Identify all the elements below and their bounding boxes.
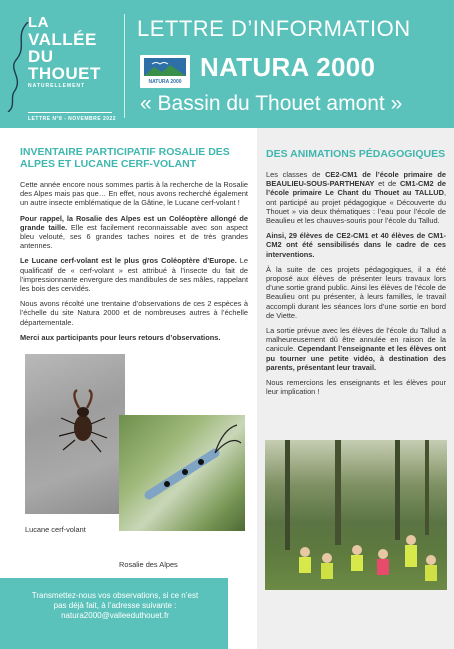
paragraph: Ainsi, 29 élèves de CE2-CM1 et 40 élèves de CM1-CM2 ont été sensibilisés dans le cadre de ces interventions. [266, 231, 446, 259]
photo-lucane-cerf-volant [25, 354, 125, 514]
paragraph: Nous remercions les enseignants et les élèves pour leur implication ! [266, 378, 446, 397]
site-subtitle: « Bassin du Thouet amont » [140, 92, 403, 115]
logo-vallee-du-thouet [28, 14, 128, 89]
stag-beetle-icon [25, 354, 125, 514]
paragraph: À la suite de ces projets pédagogiques, il a été proposé aux élèves de présenter leurs travaux lors d’une sortie grand public. Ainsi les élèves de l’école de Beaulieu ont pu présenter, à leurs familles, le travail accompli durant les séances lors d’une sortie en bord de Viette. [266, 264, 446, 320]
text: Les classes de [266, 170, 326, 179]
section-title-inventaire: INVENTAIRE PARTICIPATIF ROSALIE DES ALPES ET LUCANE CERF-VOLANT [20, 146, 230, 170]
paragraph: Nous avons récolté une trentaine d’observations de ces 2 espèces à l’échelle du site Natura 2000 et de nombreuses autres à l’échelle départementale. [20, 299, 248, 327]
paragraph: Merci aux participants pour leurs retours d’observations. [20, 332, 221, 342]
right-article-body [266, 148, 446, 402]
observations-text: Transmettez-nous vos observations, si ce n’est pas déjà fait, à l’adresse suivante : natura2000@valleeduthouet.fr [31, 591, 199, 620]
paragraph: Cette année encore nous sommes partis à la recherche de la Rosalie des Alpes mais pas que… En effet, nous avons recherché également un autre insecte emblématique de la Gâtine, le Lucane cerf-volant ! [20, 180, 248, 208]
logo-line: THOUET [28, 64, 101, 83]
longhorn-beetle-icon [119, 415, 245, 531]
text: Elle est facilement reconnaissable avec son aspect bleu velouté, ses 6 grandes taches noires et de très grandes antennes. [20, 222, 248, 251]
paragraph [20, 214, 248, 251]
divider [124, 14, 125, 118]
divider [28, 112, 112, 113]
left-article [20, 146, 248, 348]
logo-line: DU [28, 47, 54, 66]
logo-tagline: NATURELLEMENT [28, 83, 86, 89]
paragraph [20, 256, 248, 293]
bold-text: CM1-CM2 de l’école primaire Le Chant du Thouet au TALLUD [266, 179, 446, 198]
text: La sortie prévue avec les élèves de l’école du Tallud a malheureusement dû être annulée en raison de la canicule. [266, 326, 446, 354]
bold-text: Pour rappel, la Rosalie des Alpes est un Coléoptère allongé de grande taille. [20, 213, 248, 232]
issue-number: LETTRE N°8 - NOVEMBRE 2022 [28, 116, 117, 122]
caption-rosalie: Rosalie des Alpes [119, 560, 178, 569]
children-forest-icon [265, 440, 447, 590]
paragraph [266, 326, 446, 372]
natura-2000-logo [140, 55, 190, 88]
natura-2000-title: NATURA 2000 [200, 52, 376, 82]
text: Le qualificatif de « cerf-volant » est attribué à l’insecte du fait de l’impressionnante envergure des mandibules de ses mâles, rappelant les bois des cervidés. [20, 256, 248, 294]
natura-2000-logo-text: NATURA 2000 [148, 79, 182, 85]
text: et de [374, 179, 400, 189]
text: , ont participé au projet pédagogique « Découverte du Thouet » via deux thématiques : l’eau pour l’école de Beaulieu et les chauves-souris pour l’école du Tallud. [266, 188, 446, 226]
photo-rosalie-des-alpes [119, 415, 245, 531]
logo-line: LA [28, 14, 49, 31]
paragraph [266, 170, 446, 225]
bold-text: Cependant l’enseignante et les élèves ont pu tourner une petite vidéo, à destination des parents, présentant leur travail. [266, 344, 446, 372]
bold-text: CE2-CM1 de l’école primaire de BEAULIEU-SOUS-PARTHENAY [266, 170, 446, 189]
photo-school-outing [265, 440, 447, 590]
bold-text: Le Lucane cerf-volant est le plus gros Coléoptère d’Europe. [20, 256, 237, 266]
caption-lucane: Lucane cerf-volant [25, 525, 86, 534]
newsletter-title: LETTRE D’INFORMATION [137, 16, 411, 41]
logo-line: VALLÉE [28, 30, 97, 49]
section-title-animations: DES ANIMATIONS PÉDAGOGIQUES [266, 148, 446, 160]
header-banner [0, 0, 454, 128]
